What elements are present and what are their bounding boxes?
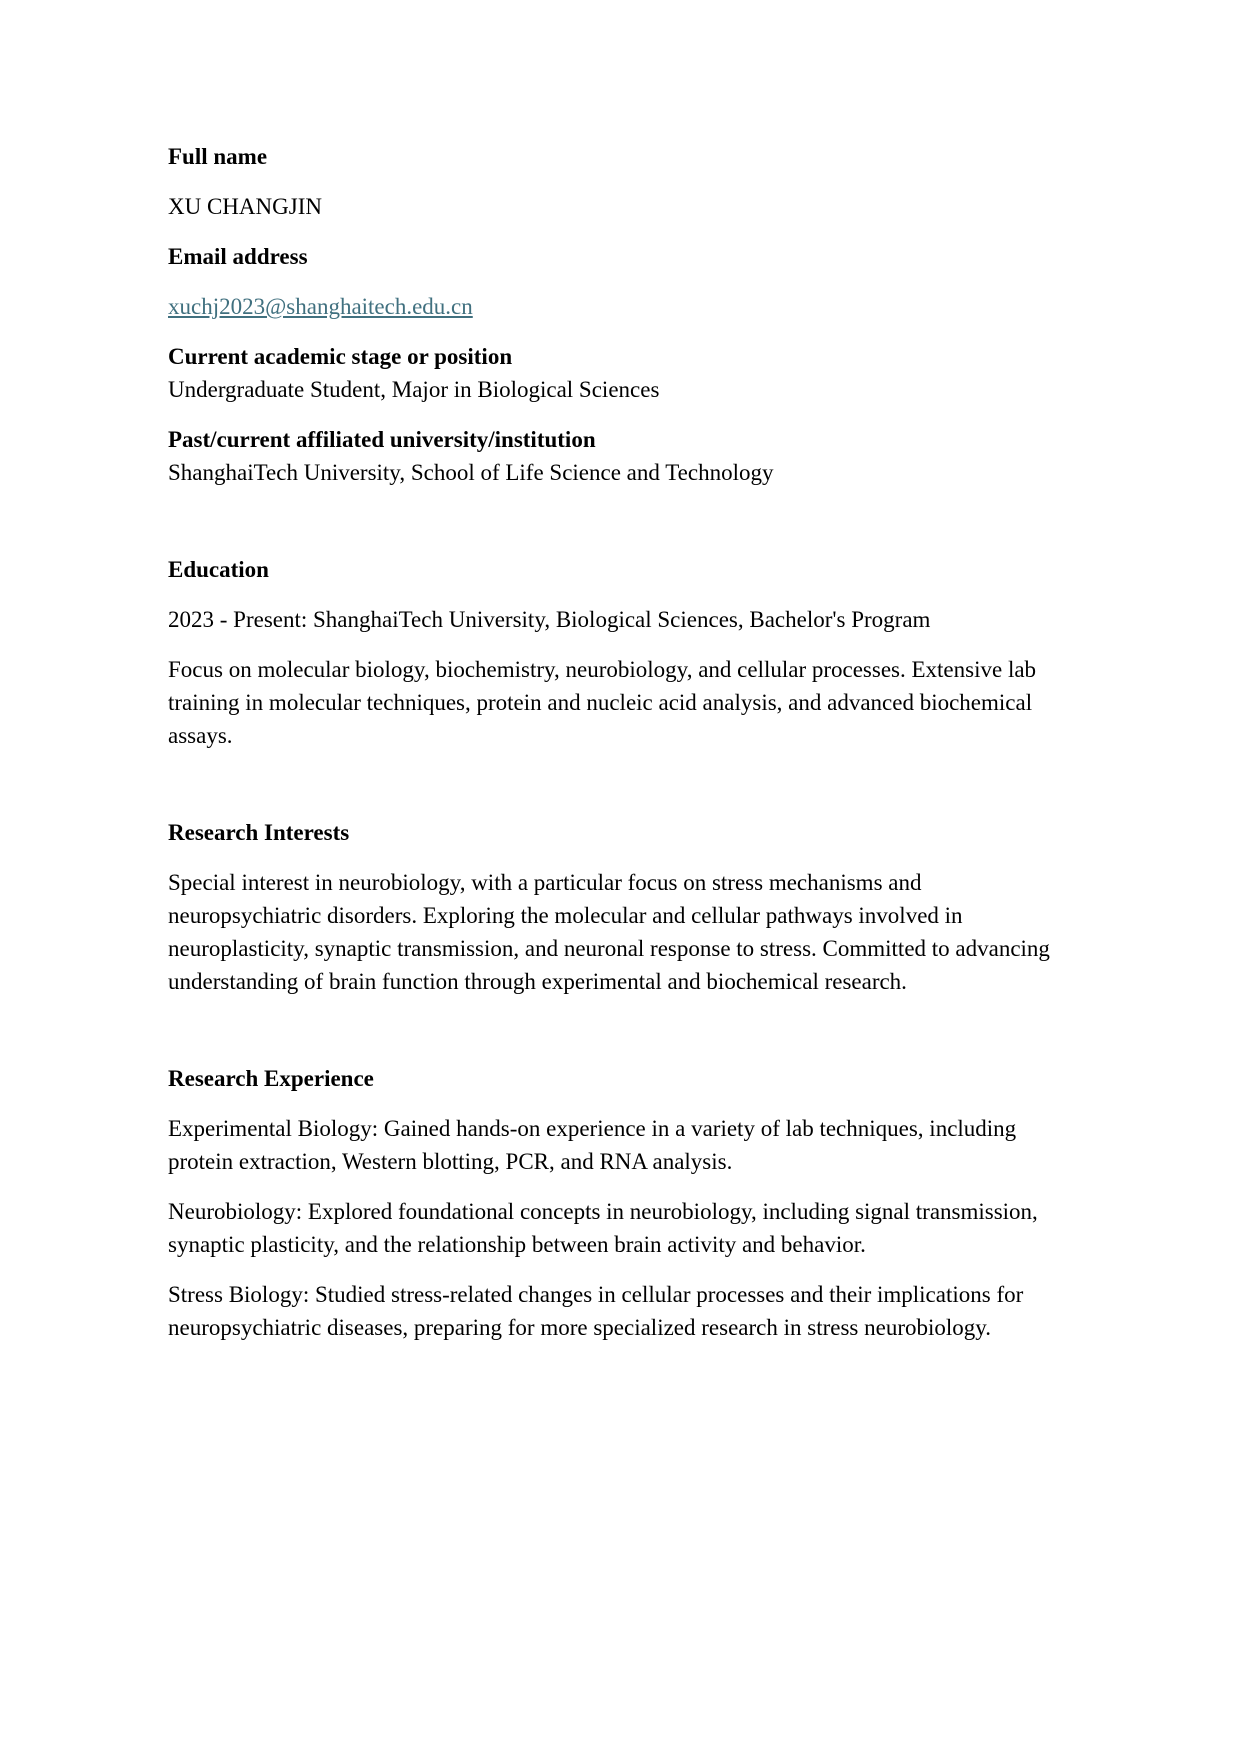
education-description: Focus on molecular biology, biochemistry, neurobiology, and cellular processes. Extensive lab training in molecular techniques, protein and nucleic acid analysis, and advanced biochemical assays. <box>168 657 1037 748</box>
section-research-interests <box>168 816 1073 998</box>
email-address-label: Email address <box>168 244 308 269</box>
research-experience-heading: Research Experience <box>168 1066 374 1091</box>
field-full-name <box>168 140 1073 223</box>
academic-stage-value: Undergraduate Student, Major in Biological Sciences <box>168 377 660 402</box>
education-entry: 2023 - Present: ShanghaiTech University, Biological Sciences, Bachelor's Program <box>168 607 931 632</box>
section-education <box>168 553 1073 752</box>
email-link[interactable]: xuchj2023@shanghaitech.edu.cn <box>168 294 473 319</box>
field-email-address <box>168 240 1073 323</box>
affiliation-label: Past/current affiliated university/institution <box>168 427 596 452</box>
experience-stress-biology: Stress Biology: Studied stress-related changes in cellular processes and their implications for neuropsychiatric diseases, preparing for more specialized research in stress neurobiology. <box>168 1282 1024 1340</box>
email-address-value <box>168 290 1073 323</box>
research-interests-text: Special interest in neurobiology, with a particular focus on stress mechanisms and neuropsychiatric disorders. Exploring the molecular and cellular pathways involved in neuroplasticity, synaptic transmission, and neuronal response to stress. Committed to advancing understanding of brain function through experimental and biochemical research. <box>168 870 1050 994</box>
section-research-experience <box>168 1062 1073 1344</box>
academic-stage-label: Current academic stage or position <box>168 344 513 369</box>
field-affiliation <box>168 423 1073 489</box>
research-interests-heading: Research Interests <box>168 820 350 845</box>
affiliation-value: ShanghaiTech University, School of Life Science and Technology <box>168 460 774 485</box>
field-academic-stage <box>168 340 1073 406</box>
full-name-label: Full name <box>168 144 268 169</box>
education-heading: Education <box>168 557 269 582</box>
experience-neurobiology: Neurobiology: Explored foundational concepts in neurobiology, including signal transmission, synaptic plasticity, and the relationship between brain activity and behavior. <box>168 1199 1038 1257</box>
full-name-value: XU CHANGJIN <box>168 194 322 219</box>
experience-experimental-biology: Experimental Biology: Gained hands-on experience in a variety of lab techniques, including protein extraction, Western blotting, PCR, and RNA analysis. <box>168 1116 1017 1174</box>
